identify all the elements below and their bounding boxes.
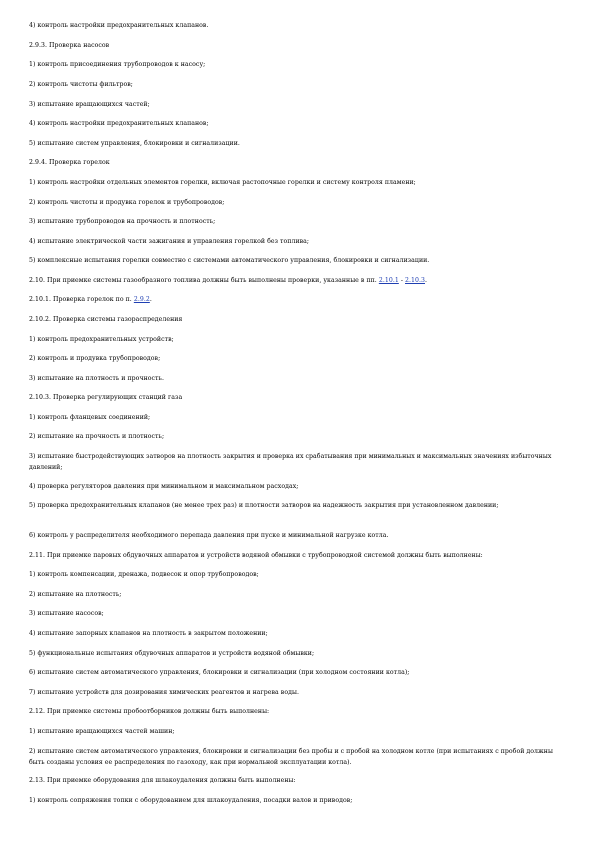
text-line: 1) контроль сопряжения топки с оборудованием для шлакоудаления, посадки валов и приводов;: [29, 797, 353, 804]
text-line: 4) испытание электрической части зажигания и управления горелкой без топлива;: [29, 238, 310, 245]
text-line: 2) испытание на прочность и плотность;: [29, 433, 165, 440]
text-line: 3) испытание насосов;: [29, 610, 104, 617]
text-line: 5) функциональные испытания обдувочных аппаратов и устройств водяной обмывки;: [29, 650, 315, 657]
text-paragraph: 5) проверка предохранительных клапанов (не менее трех раз) и плотности затворов на надежность закрытия при установленном давлении;: [29, 502, 499, 509]
text-line: 1) контроль присоединения трубопроводов к насосу;: [29, 61, 206, 68]
text-line: 1) контроль компенсации, дренажа, подвесок и опор трубопроводов;: [29, 571, 259, 578]
period: .: [149, 296, 152, 303]
text-paragraph: 3) испытание быстродействующих затворов на плотность закрытия и проверка их срабатывания при минимальных и максимальных значениях избыточных давлений;: [29, 453, 552, 471]
section-heading: 2.9.3. Проверка насосов: [29, 42, 110, 49]
link-2-10-3[interactable]: 2.10.3: [405, 277, 425, 284]
text-line: 3) испытание трубопроводов на прочность и плотность;: [29, 218, 216, 225]
link-2-10-1[interactable]: 2.10.1: [378, 277, 399, 284]
text-line: 4) проверка регуляторов давления при минимальном и максимальном расходах;: [29, 483, 299, 490]
text-line: 5) испытание систем управления, блокировки и сигнализации.: [29, 140, 240, 147]
text-line: 1) контроль настройки отдельных элементов горелки, включая растопочные горелки и систему контроля пламени;: [29, 179, 416, 186]
text-line: 1) контроль фланцевых соединений;: [29, 414, 151, 421]
text-line: 4) контроль настройки предохранительных клапанов.: [29, 22, 209, 29]
text-line: 4) контроль настройки предохранительных клапанов;: [29, 120, 209, 127]
text-line: 1) контроль предохранительных устройств;: [29, 336, 174, 343]
section-heading: [29, 294, 569, 305]
text-line: 2) контроль чистоты фильтров;: [29, 81, 133, 88]
range-separator: -: [398, 277, 406, 284]
link-2-9-2[interactable]: 2.9.2: [133, 296, 150, 303]
text-line: 2) контроль чистоты и продувка горелок и трубопроводов;: [29, 199, 225, 206]
text-line: 3) испытание на плотность и прочность.: [29, 375, 164, 382]
text-line: 3) испытание вращающихся частей;: [29, 101, 150, 108]
section-text: 2.10.1. Проверка горелок по п.: [29, 296, 134, 303]
section-heading: 2.12. При приемке системы пробоотборников должны быть выполнены:: [29, 708, 270, 715]
section-heading: 2.13. При приемке оборудования для шлакоудаления должны быть выполнены:: [29, 777, 296, 784]
period: .: [425, 277, 428, 284]
text-line: 6) контроль у распределителя необходимого перепада давления при пуске и минимальной нагрузке котла.: [29, 532, 389, 539]
section-heading: 2.9.4. Проверка горелок: [29, 159, 110, 166]
text-line: 1) испытание вращающихся частей машин;: [29, 728, 175, 735]
text-line: 4) испытание запорных клапанов на плотность в закрытом положении;: [29, 630, 268, 637]
text-line: 7) испытание устройств для дозирования химических реагентов и нагрева воды.: [29, 689, 299, 696]
section-text: 2.10. При приемке системы газообразного топлива должны быть выполнены проверки, указанные в пп.: [29, 277, 379, 284]
text-paragraph: 2) испытание систем автоматического управления, блокировки и сигнализации без пробы и с пробой на холодном котле (при испытаниях с пробой должны быть созданы условия ее распределения по газоходу, как при нормальной эксплуатации котла).: [29, 748, 553, 766]
section-heading: 2.10.2. Проверка системы газораспределения: [29, 316, 183, 323]
text-line: 2) контроль и продувка трубопроводов;: [29, 355, 161, 362]
section-heading: [29, 275, 569, 286]
text-line: 2) испытание на плотность;: [29, 591, 122, 598]
section-heading: 2.11. При приемке паровых обдувочных аппаратов и устройств водяной обмывки с трубопроводной системой должны быть выполнены:: [29, 552, 483, 559]
text-line: 6) испытание систем автоматического управления, блокировки и сигнализации (при холодном состоянии котла);: [29, 669, 410, 676]
text-line: 5) комплексные испытания горелки совместно с системами автоматического управления, блокировки и сигнализации.: [29, 257, 430, 264]
section-heading: 2.10.3. Проверка регулирующих станций газа: [29, 394, 183, 401]
